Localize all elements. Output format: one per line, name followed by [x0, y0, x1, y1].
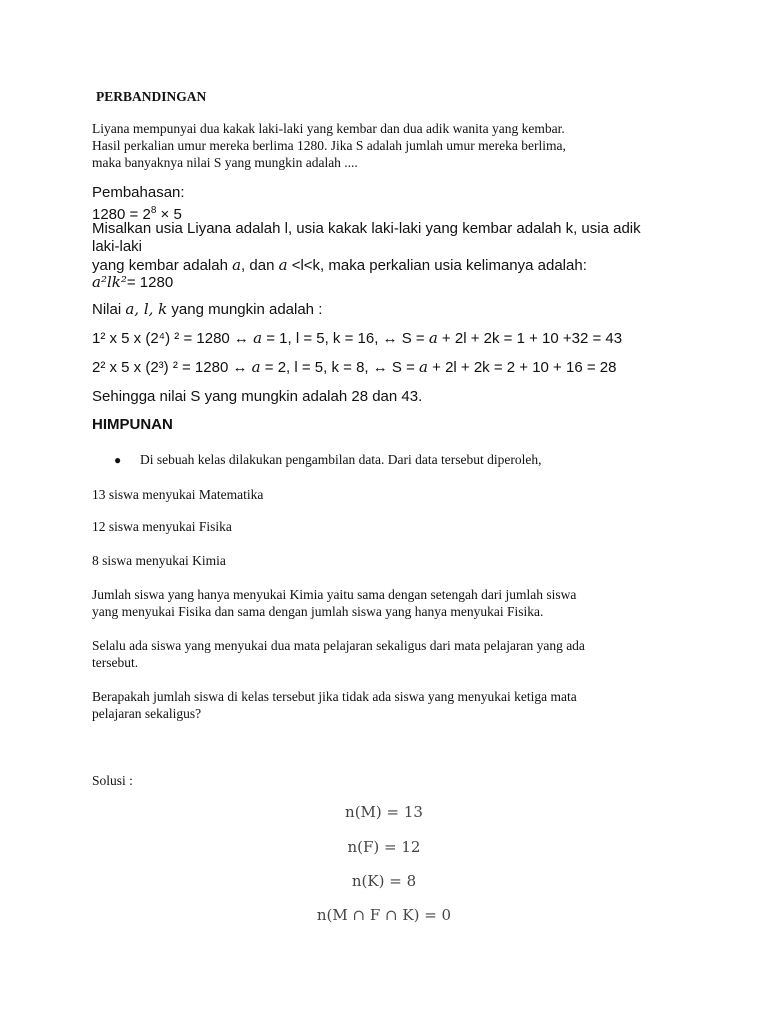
case-1-part-1: 1² x 5 x (2⁴) ² = 1280 ↔ [92, 330, 254, 347]
solusi-label: Solusi : [92, 773, 133, 788]
product-value: = 1280 [126, 274, 174, 291]
case-1-var-2: a [428, 329, 438, 347]
equation-n-m: n(M) = 13 [345, 803, 423, 821]
section-heading-himpunan: HIMPUNAN [92, 416, 173, 433]
case-2-var-2: a [419, 358, 428, 376]
case-1-var-1: a [253, 329, 263, 347]
question-line-2: pelajaran sekaligus? [92, 706, 202, 721]
paragraph-2-line-1: Selalu ada siswa yang menyukai dua mata pelajaran sekaligus dari mata pelajaran yang ada [92, 638, 585, 653]
case-2-part-2: = 2, l = 5, k = 8, ↔ S = [260, 359, 420, 376]
conclusion-line: Sehingga nilai S yang mungkin adalah 28 dan 43. [92, 388, 423, 405]
case-1-line [92, 329, 622, 348]
problem-line-1: Liyana mempunyai dua kakak laki-laki yang kembar dan dua adik wanita yang kembar. [92, 121, 565, 136]
question-line-1: Berapakah jumlah siswa di kelas tersebut jika tidak ada siswa yang menyukai ketiga mata [92, 689, 577, 704]
equation-n-f: n(F) = 12 [347, 838, 421, 856]
paragraph-2-line-2: tersebut. [92, 655, 139, 670]
var-a-2: a [278, 256, 288, 274]
case-1-part-3: + 2l + 2k = 1 + 10 +32 = 43 [437, 330, 623, 347]
factorization-tail: × 5 [156, 206, 182, 223]
factorization-exponent: 8 [150, 205, 157, 216]
nilai-text-a: Nilai [92, 301, 126, 318]
product-expression: a²lk² [92, 273, 127, 291]
case-2-var-1: a [251, 358, 261, 376]
pembahasan-label: Pembahasan: [92, 184, 185, 201]
nilai-line [92, 300, 322, 319]
factorization-base: 1280 = 2 [92, 206, 151, 223]
var-a-1: a [232, 256, 242, 274]
case-2-part-3: + 2l + 2k = 2 + 10 + 16 = 28 [427, 359, 617, 376]
misalkan-line-1: Misalkan usia Liyana adalah l, usia kakak laki-laki yang kembar adalah k, usia adik [92, 220, 641, 237]
nilai-variables: a, l, k [125, 300, 168, 318]
bullet-text: Di sebuah kelas dilakukan pengambilan data. Dari data tersebut diperoleh, [140, 452, 542, 467]
section-heading-perbandingan: PERBANDINGAN [96, 89, 207, 104]
fact-kimia: 8 siswa menyukai Kimia [92, 553, 226, 568]
misalkan-text-a: yang kembar adalah [92, 257, 233, 274]
case-2-part-1: 2² x 5 x (2³) ² = 1280 ↔ [92, 359, 252, 376]
paragraph-1-line-2: yang menyukai Fisika dan sama dengan jumlah siswa yang hanya menyukai Fisika. [92, 604, 544, 619]
bullet-icon: ● [114, 453, 122, 467]
equation-n-k: n(K) = 8 [351, 872, 417, 890]
case-1-part-2: = 1, l = 5, k = 16, ↔ S = [262, 330, 429, 347]
case-2-line [92, 358, 616, 377]
fact-fisika: 12 siswa menyukai Fisika [92, 519, 232, 534]
problem-line-2: Hasil perkalian umur mereka berlima 1280. Jika S adalah jumlah umur mereka berlima, [92, 138, 566, 153]
misalkan-line-2: laki-laki [92, 238, 143, 255]
nilai-text-b: yang mungkin adalah : [167, 301, 323, 318]
paragraph-1-line-1: Jumlah siswa yang hanya menyukai Kimia yaitu sama dengan setengah dari jumlah siswa [92, 587, 577, 602]
misalkan-text-c: <l<k, maka perkalian usia kelimanya adalah: [287, 257, 587, 274]
product-line [92, 273, 173, 292]
equation-n-intersection: n(M ∩ F ∩ K) = 0 [316, 906, 452, 924]
misalkan-text-b: , dan [241, 257, 279, 274]
fact-matematika: 13 siswa menyukai Matematika [92, 487, 264, 502]
problem-line-3: maka banyaknya nilai S yang mungkin adalah .... [92, 155, 358, 170]
